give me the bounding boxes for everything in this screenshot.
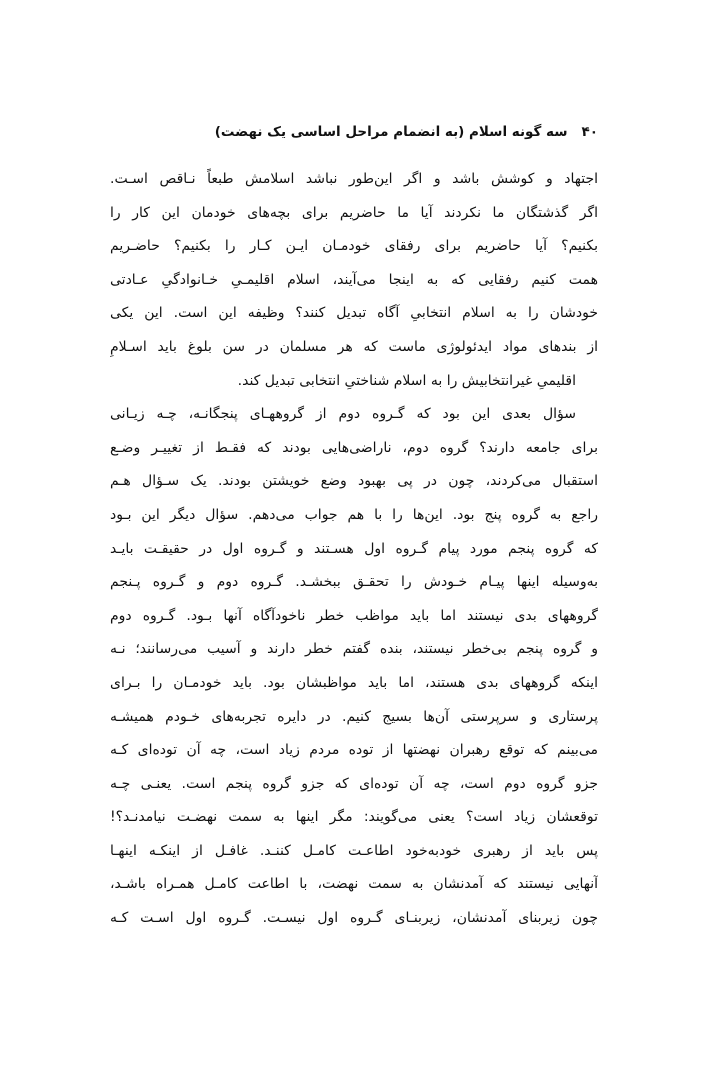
running-header [110, 124, 598, 140]
text-line: پرستاری و سرپرستی آن‌ها بسیج کنیم. در دایره تجربه‌های خـودم همیشـه [110, 708, 598, 725]
text-line: اینکه گروههای بدی هستند، اما باید مواظبشان بود. باید خودمـان را بـرای [110, 674, 598, 691]
text-line: استقبال می‌کردند، چون در پی بهبود وضع خویشتن بودند. یک سـؤال هـم [110, 473, 598, 490]
text-line: بکنیم؟ آیا حاضریم برای رفقای خودمـان ایـن کـار را بکنیم؟ حاضـریم [110, 238, 598, 255]
paragraph-2 [110, 398, 598, 936]
text-line: از بندهای مواد ایدئولوژی ماست که هر مسلمان در سن بلوغ باید اسـلامِ [110, 338, 598, 355]
text-line: خودشان را به اسلام انتخابیِ آگاه تبدیل کنند؟ وظیفه این است. این یکی [110, 305, 598, 322]
text-line: جزو گروه دوم است، چه آن توده‌ای که جزو گروه پنجم است. یعنـی چـه [110, 775, 598, 792]
text-line: چون زیربنای آمدنشان، زیربنـای گـروه اول نیسـت. گـروه اول اسـت کـه [110, 910, 598, 927]
text-line: همت کنیم رفقایی که به اینجا می‌آیند، اسلام اقلیمـیِ خـانوادگیِ عـادتی [110, 271, 598, 288]
text-line: اگر گذشتگان ما نکردند آیا ما حاضریم برای بچه‌های خودمان این کار را [110, 204, 598, 221]
text-line: گروههای بدی نیستند اما باید مواظب خطر ناخودآگاه آنها بـود. گـروه دوم [110, 607, 598, 624]
text-line: پس باید از رهبری خودبه‌خود اطاعـت کامـل کننـد. غافـل از اینکـه اینهـا [110, 842, 598, 859]
paragraph-1 [110, 163, 598, 398]
text-line: برای جامعه دارند؟ گروه دوم، ناراضی‌هایی بودند که فقـط از تغییـر وضـع [110, 439, 598, 456]
text-line: به‌وسیله اینها پیـام خـودش را تحقـق ببخشـد. گـروه دوم و گـروه پـنجم [110, 574, 598, 591]
text-line: اجتهاد و کوشش باشد و اگر این‌طور نباشد اسلامش طبعاً نـاقص اسـت. [110, 171, 598, 187]
running-title: سه گونه اسلام (به انضمام مراحل اساسی یک نهضت) [214, 124, 568, 140]
text-line: آنهایی نیستند که آمدنشان به سمت نهضت، با اطاعت کامـل همـراه باشـد، [110, 876, 598, 893]
page-number: ۴۰ [581, 124, 598, 140]
text-line: می‌بینم که توقع رهبران نهضتها از توده مردم زیاد است، چه آن توده‌ای کـه [110, 742, 598, 759]
body-text [110, 163, 598, 936]
text-line: راجع به گروه پنج بود. این‌ها را با هم جواب می‌دهم. سؤال دیگر این بـود [110, 506, 598, 523]
text-line: که گروه پنجم مورد پیام گـروه اول هسـتند و گـروه اول در حقیقـت بایـد [110, 540, 598, 557]
text-line: و گروه پنجم بی‌خطر نیستند، بنده گفتم خطر دارند و آسیب می‌رسانند؛ نـه [110, 641, 598, 658]
text-line: توقعشان زیاد است؟ یعنی می‌گویند: مگر اینها به سمت نهضـت نیامدنـد؟! [110, 809, 598, 826]
text-line: اقلیمیِ غیرانتخابیش را به اسلام شناختیِ انتخابی تبدیل کند. [237, 372, 576, 389]
text-line: سؤال بعدی این بود که گـروه دوم از گروههـای پنجگانـه، چـه زیـانی [110, 406, 576, 423]
